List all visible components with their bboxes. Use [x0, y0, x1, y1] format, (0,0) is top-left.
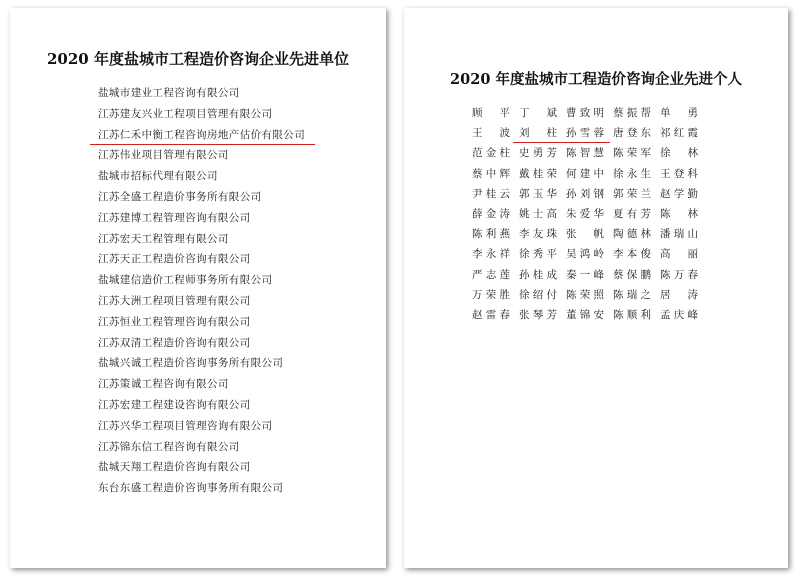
company-item: 盐城市招标代理有限公司 [98, 170, 218, 183]
person-name: 唐登东 [613, 127, 651, 140]
person-name: 姚士高 [519, 207, 557, 220]
person-name: 徐永生 [613, 167, 651, 180]
person-name: 孙桂成 [519, 268, 557, 281]
person-name: 王登科 [660, 167, 698, 180]
company-item: 江苏建博工程管理咨询有限公司 [98, 211, 251, 224]
company-item-highlighted: 江苏仁禾中衡工程咨询房地产估价有限公司 [98, 125, 305, 146]
company-item: 盐城兴诚工程造价咨询事务所有限公司 [98, 357, 284, 370]
company-item: 江苏恒业工程管理咨询有限公司 [98, 315, 251, 328]
company-item: 盐城建信造价工程师事务所有限公司 [98, 274, 273, 287]
person-name: 陈瑞之 [613, 288, 651, 301]
company-item: 盐城市建业工程咨询有限公司 [98, 87, 240, 99]
person-name-highlighted: 孙雪蓉 [566, 123, 604, 143]
person-name: 李永祥 [472, 248, 510, 261]
person-name: 丁斌 [519, 107, 557, 119]
person-name: 居涛 [660, 288, 698, 301]
person-name: 陈智慧 [566, 147, 604, 160]
company-item: 江苏宏建工程建设咨询有限公司 [98, 398, 251, 411]
company-item: 江苏双清工程造价咨询有限公司 [98, 336, 251, 349]
person-name: 孙刘钢 [566, 187, 604, 200]
company-item: 盐城天翔工程造价咨询有限公司 [98, 461, 251, 474]
person-name: 单勇 [660, 107, 698, 119]
person-name: 秦一峰 [566, 268, 604, 281]
person-name: 曹致明 [566, 107, 604, 119]
person-name-grid [472, 103, 707, 325]
person-name: 陈万春 [660, 268, 698, 281]
person-name: 王波 [472, 127, 510, 140]
person-name: 蔡保鹏 [613, 268, 651, 281]
person-name: 徐绍付 [519, 288, 557, 301]
person-name: 祁红霞 [660, 127, 698, 140]
person-name: 潘瑞山 [660, 228, 698, 241]
person-name: 高丽 [660, 248, 698, 261]
person-name: 李友珠 [519, 228, 557, 241]
person-name: 陶德林 [613, 228, 651, 241]
company-item: 江苏锦东信工程咨询有限公司 [98, 440, 240, 453]
company-item: 江苏天正工程造价咨询有限公司 [98, 253, 251, 266]
person-name: 李本俊 [613, 248, 651, 261]
person-name: 戴桂荣 [519, 167, 557, 180]
person-name: 范金柱 [472, 147, 510, 160]
person-name: 尹桂云 [472, 187, 510, 200]
person-name-highlighted: 刘柱 [519, 123, 557, 143]
person-name: 吴鸿岭 [566, 248, 604, 261]
person-name: 陈荣照 [566, 288, 604, 301]
person-name: 史勇芳 [519, 147, 557, 160]
person-name: 顾平 [472, 107, 510, 119]
company-item: 江苏建友兴业工程项目管理有限公司 [98, 107, 273, 120]
company-item: 江苏策诚工程咨询有限公司 [98, 378, 229, 391]
advanced-units-title: 2020 年度盐城市工程造价咨询企业先进单位 [47, 50, 349, 68]
person-name: 郭玉华 [519, 187, 557, 200]
company-item: 江苏伟业项目管理有限公司 [98, 149, 229, 162]
person-name: 孟庆峰 [660, 308, 698, 321]
person-name: 赵学勤 [660, 187, 698, 200]
person-name: 严志莲 [472, 268, 510, 281]
person-name: 朱爱华 [566, 207, 604, 220]
advanced-individuals-title: 2020 年度盐城市工程造价咨询企业先进个人 [450, 71, 742, 88]
person-name: 陈顺利 [613, 308, 651, 321]
person-name: 薛金涛 [472, 207, 510, 220]
person-name: 陈荣军 [613, 147, 651, 160]
person-name: 徐秀平 [519, 248, 557, 261]
company-item: 江苏宏天工程管理有限公司 [98, 232, 229, 245]
person-name: 陈林 [660, 207, 698, 220]
person-name: 蔡振帮 [613, 107, 651, 119]
person-name: 董锦安 [566, 308, 604, 321]
company-list [98, 83, 305, 499]
person-name: 蔡中辉 [472, 167, 510, 180]
person-name: 郭荣兰 [613, 187, 651, 200]
company-item: 东台东盛工程造价咨询事务所有限公司 [98, 482, 284, 495]
person-name: 徐林 [660, 147, 698, 160]
person-name: 何建中 [566, 167, 604, 180]
person-name: 陈利燕 [472, 228, 510, 241]
person-name: 夏有芳 [613, 207, 651, 220]
person-name: 张帆 [566, 228, 604, 241]
right-document-page [404, 8, 788, 568]
company-item: 江苏兴华工程项目管理咨询有限公司 [98, 419, 273, 432]
person-name: 赵雷春 [472, 308, 510, 321]
company-item: 江苏全盛工程造价事务所有限公司 [98, 190, 262, 203]
person-name: 万荣胜 [472, 288, 510, 301]
left-document-page [10, 8, 386, 568]
person-name: 张琴芳 [519, 308, 557, 321]
company-item: 江苏大洲工程项目管理有限公司 [98, 294, 251, 307]
